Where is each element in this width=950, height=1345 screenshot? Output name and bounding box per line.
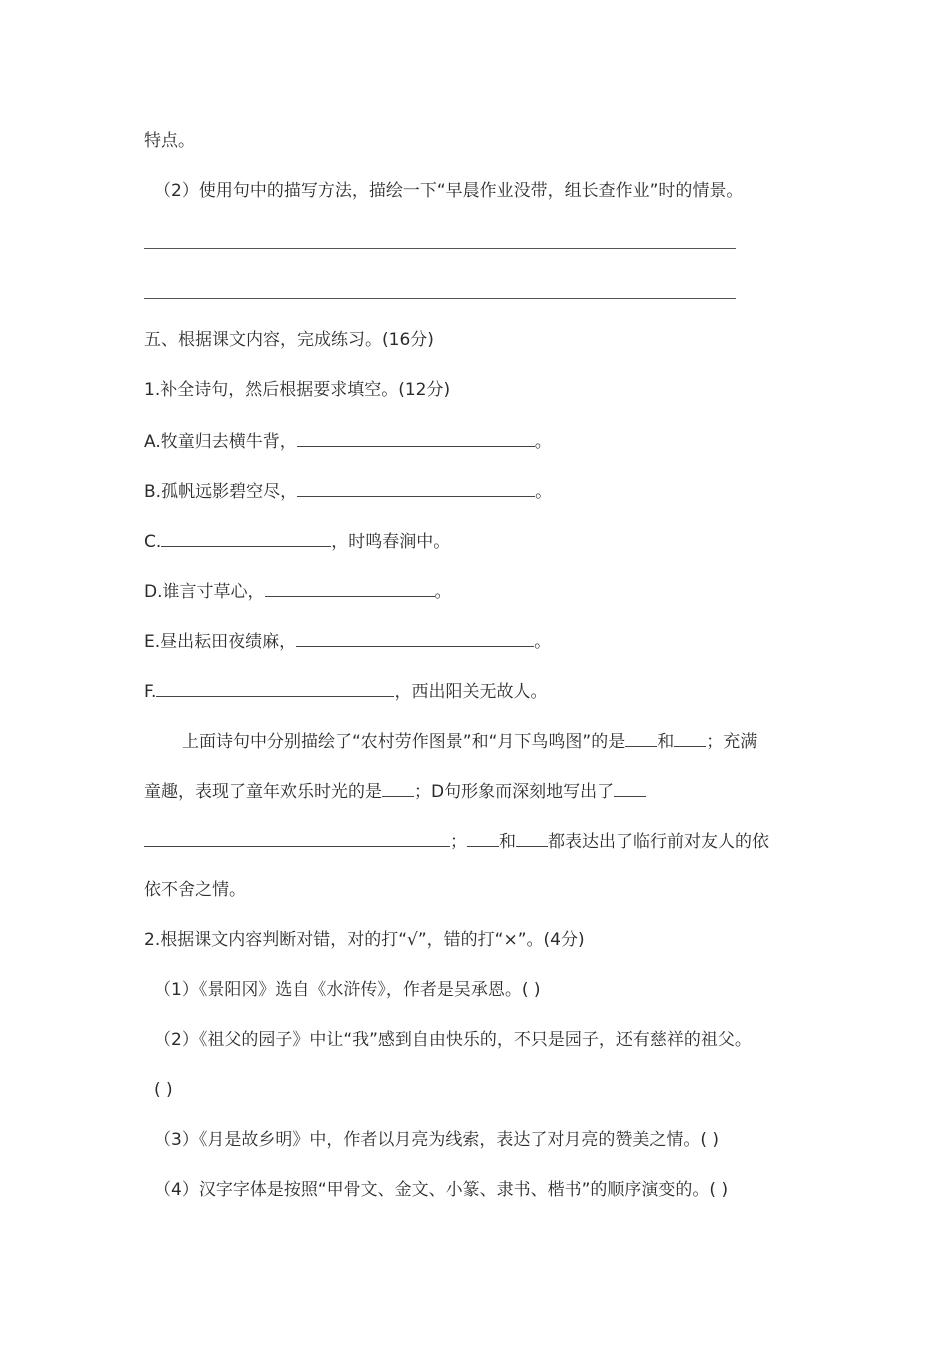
poem-f-text: ，西出阳关无故人。	[394, 682, 548, 702]
poem-e-text: E.昼出耘田夜绩麻，	[144, 632, 297, 652]
para-blank[interactable]	[614, 778, 646, 797]
para-text: 都表达出了临行前对友人的依	[548, 832, 769, 852]
para-blank[interactable]	[382, 778, 414, 797]
answer-line-1[interactable]	[144, 248, 736, 249]
q4-2-prompt: （2）使用句中的描写方法，描绘一下“早晨作业没带，组长查作业”时的情景。	[154, 181, 744, 201]
poem-item-d	[144, 578, 452, 604]
judge-item-2-paren[interactable]: ( )	[154, 1080, 173, 1100]
para-text: 上面诗句中分别描绘了“农村劳作图景”和“月下鸟鸣图”的是	[182, 732, 626, 752]
poem-a-text: A.牧童归去横牛背，	[144, 432, 297, 452]
para-blank[interactable]	[516, 828, 548, 847]
para-text: 和	[657, 732, 675, 752]
para-blank[interactable]	[467, 828, 499, 847]
poem-d-text: D.谁言寸草心，	[144, 582, 265, 602]
para-line-4: 依不舍之情。	[144, 880, 246, 900]
poem-d-blank[interactable]	[265, 578, 435, 597]
judge-item-2: （2）《祖父的园子》中让“我”感到自由快乐的，不只是园子，还有慈祥的祖父。	[154, 1030, 752, 1050]
answer-line-2[interactable]	[144, 298, 736, 299]
poem-item-c	[144, 528, 450, 554]
poem-e-blank[interactable]	[296, 628, 534, 647]
poem-item-f	[144, 678, 547, 704]
poem-c-text: ，时鸣春涧中。	[331, 532, 451, 552]
q4-tail-text: 特点。	[144, 131, 195, 151]
judge-item-4: （4）汉字字体是按照“甲骨文、金文、小篆、隶书、楷书”的顺序演变的。( )	[154, 1180, 729, 1200]
judge-item-1: （1）《景阳冈》选自《水浒传》，作者是吴承恩。( )	[154, 980, 541, 1000]
para-blank[interactable]	[674, 728, 706, 747]
para-text: 和	[499, 832, 516, 852]
poem-item-b	[144, 478, 552, 504]
poem-f-blank[interactable]	[156, 678, 394, 697]
poem-b-end: 。	[535, 482, 553, 502]
para-line-2	[144, 778, 808, 804]
para-text: ；	[450, 832, 467, 852]
para-text: 童趣，表现了童年欢乐时光的是	[144, 782, 382, 802]
poem-c-label: C.	[144, 532, 162, 552]
section-5-title: 五、根据课文内容，完成练习。(16分)	[144, 330, 434, 350]
judge-item-3: （3）《月是故乡明》中，作者以月亮为线索，表达了对月亮的赞美之情。( )	[154, 1130, 719, 1150]
para-line-1	[182, 728, 846, 754]
poem-a-blank[interactable]	[297, 428, 535, 447]
poem-item-e	[144, 628, 551, 654]
part-2-title: 2.根据课文内容判断对错，对的打“√”，错的打“×”。(4分)	[144, 930, 585, 950]
para-blank[interactable]	[144, 828, 450, 847]
poem-a-end: 。	[534, 432, 552, 452]
poem-b-blank[interactable]	[297, 478, 535, 497]
part-1-title: 1.补全诗句，然后根据要求填空。(12分)	[144, 380, 451, 400]
poem-e-end: 。	[534, 632, 552, 652]
para-line-3	[144, 828, 808, 854]
poem-b-text: B.孤帆远影碧空尽，	[144, 482, 298, 502]
poem-d-end: 。	[434, 582, 452, 602]
para-blank[interactable]	[625, 728, 657, 747]
poem-item-a	[144, 428, 552, 454]
para-text: ；充满	[706, 732, 758, 752]
poem-c-blank[interactable]	[161, 528, 331, 547]
para-text: ；D句形象而深刻地写出了	[414, 782, 615, 802]
poem-f-label: F.	[144, 682, 157, 702]
